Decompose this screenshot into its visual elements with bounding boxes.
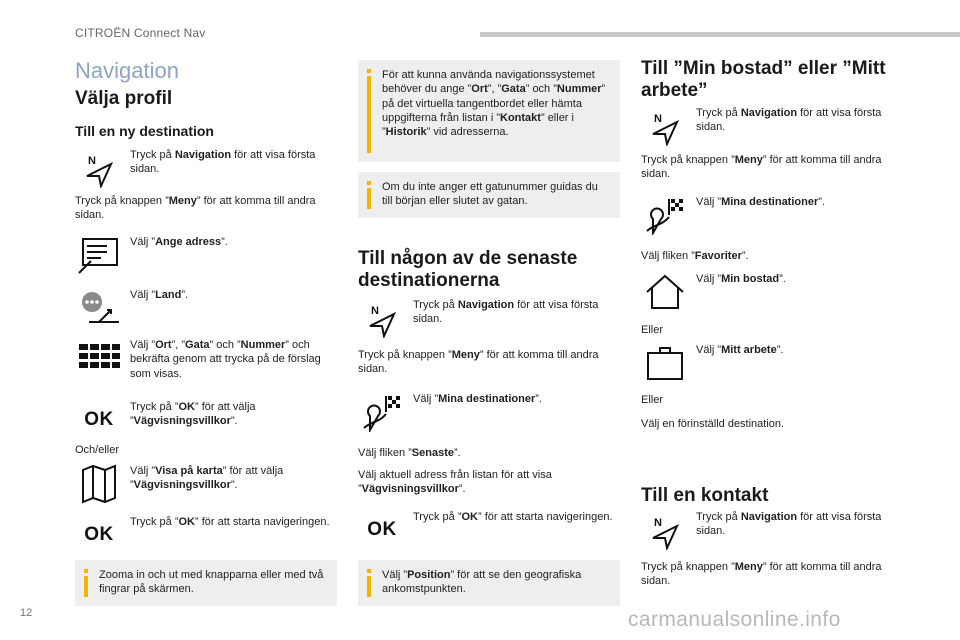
work-briefcase-icon [643, 343, 687, 383]
tip-text: Välj ”Position” för att se den geografiska ankomstpunkten. [382, 569, 582, 596]
step-text: Välj ”Mitt arbete”. [696, 344, 784, 356]
step-text: Tryck på ”OK” för att starta navigeringen. [130, 516, 330, 528]
navigation-arrow-icon [643, 106, 687, 146]
step-text: Tryck på Navigation för att visa första sidan. [413, 299, 599, 326]
step-text: Tryck på ”OK” för att välja ”Vägvisningsvillkor”. [130, 401, 256, 428]
step-text: Tryck på Navigation för att visa första sidan. [696, 511, 882, 538]
step-text: Välj ”Mina destinationer”. [696, 196, 825, 208]
step-paragraph: Välj en förinställd destination. [641, 418, 785, 430]
step-paragraph: Välj fliken ”Senaste”. [358, 447, 461, 459]
info-note [358, 172, 620, 218]
keyboard-grid-icon [77, 338, 121, 378]
header-rule [480, 32, 960, 37]
info-note [358, 60, 620, 162]
destinations-flag-icon [643, 195, 687, 235]
tip-text: Zooma in och ut med knapparna eller med två fingrar på skärmen. [99, 569, 324, 596]
step-paragraph: Välj fliken ”Favoriter”. [641, 250, 749, 262]
step-text: Tryck på ”OK” för att starta navigeringen. [413, 511, 613, 523]
step-paragraph: Tryck på knappen ”Meny” för att komma till andra sidan. [75, 195, 316, 222]
address-card-icon [77, 235, 121, 275]
step-text: Tryck på Navigation för att visa första sidan. [696, 107, 882, 134]
section-title: Navigation [75, 58, 179, 83]
navigation-arrow-icon [360, 298, 404, 338]
step-paragraph: Tryck på knappen ”Meny” för att komma till andra sidan. [641, 561, 882, 588]
step-text: Välj ”Land”. [130, 289, 189, 301]
step-paragraph: Välj aktuell adress från listan för att visa ”Vägvisningsvillkor”. [358, 469, 552, 496]
svg-text:N: N [654, 517, 662, 529]
home-icon [643, 272, 687, 312]
svg-text:N: N [88, 155, 96, 167]
tip-note [75, 560, 337, 606]
step-text: Välj ”Ange adress”. [130, 236, 228, 248]
info-text: Om du inte anger ett gatunummer guidas du till början eller slutet av gatan. [382, 181, 598, 208]
info-text: För att kunna använda navigationssystemet behöver du ange ”Ort”, ”Gata” och ”Nummer” på det virtuella tangentbordet eller hämta uppgifterna från listan i ”Kontakt” eller i ”Historik” vid adresserna. [382, 69, 606, 139]
navigation-arrow-icon [77, 148, 121, 188]
tip-note [358, 560, 620, 606]
ok-icon: OK [84, 409, 114, 430]
ok-icon: OK [84, 524, 114, 545]
step-text: Välj ”Visa på karta” för att välja ”Vägvisningsvillkor”. [130, 465, 284, 492]
map-icon [77, 464, 121, 504]
heading-senaste-destinationerna: Till någon av de senaste destinationerna [358, 248, 578, 291]
step-paragraph: Tryck på knappen ”Meny” för att komma till andra sidan. [358, 349, 599, 376]
step-text: Tryck på Navigation för att visa första sidan. [130, 149, 316, 176]
subheading-ny-destination: Till en ny destination [75, 123, 214, 139]
country-globe-icon [77, 288, 121, 328]
step-paragraph: Eller [641, 394, 664, 406]
step-text: Välj ”Mina destinationer”. [413, 393, 542, 405]
navigation-arrow-icon [643, 510, 687, 550]
step-text: Välj ”Min bostad”. [696, 273, 786, 285]
step-paragraph: Tryck på knappen ”Meny” för att komma till andra sidan. [641, 154, 882, 181]
heading-valja-profil: Välja profil [75, 88, 173, 109]
step-paragraph: Eller [641, 324, 664, 336]
heading-till-en-kontakt: Till en kontakt [641, 485, 769, 506]
watermark: carmanualsonline.info [628, 608, 841, 631]
step-text: Välj ”Ort”, ”Gata” och ”Nummer” och bekräfta genom att trycka på de förslag som visas. [130, 339, 321, 380]
ok-icon: OK [367, 519, 397, 540]
page-number: 12 [20, 607, 33, 619]
step-paragraph: Och/eller [75, 444, 120, 456]
svg-text:N: N [371, 305, 379, 317]
destinations-flag-icon [360, 392, 404, 432]
manual-header-title: CITROËN Connect Nav [75, 26, 206, 40]
svg-text:N: N [654, 113, 662, 125]
heading-min-bostad: Till ”Min bostad” eller ”Mitt arbete” [641, 58, 886, 101]
